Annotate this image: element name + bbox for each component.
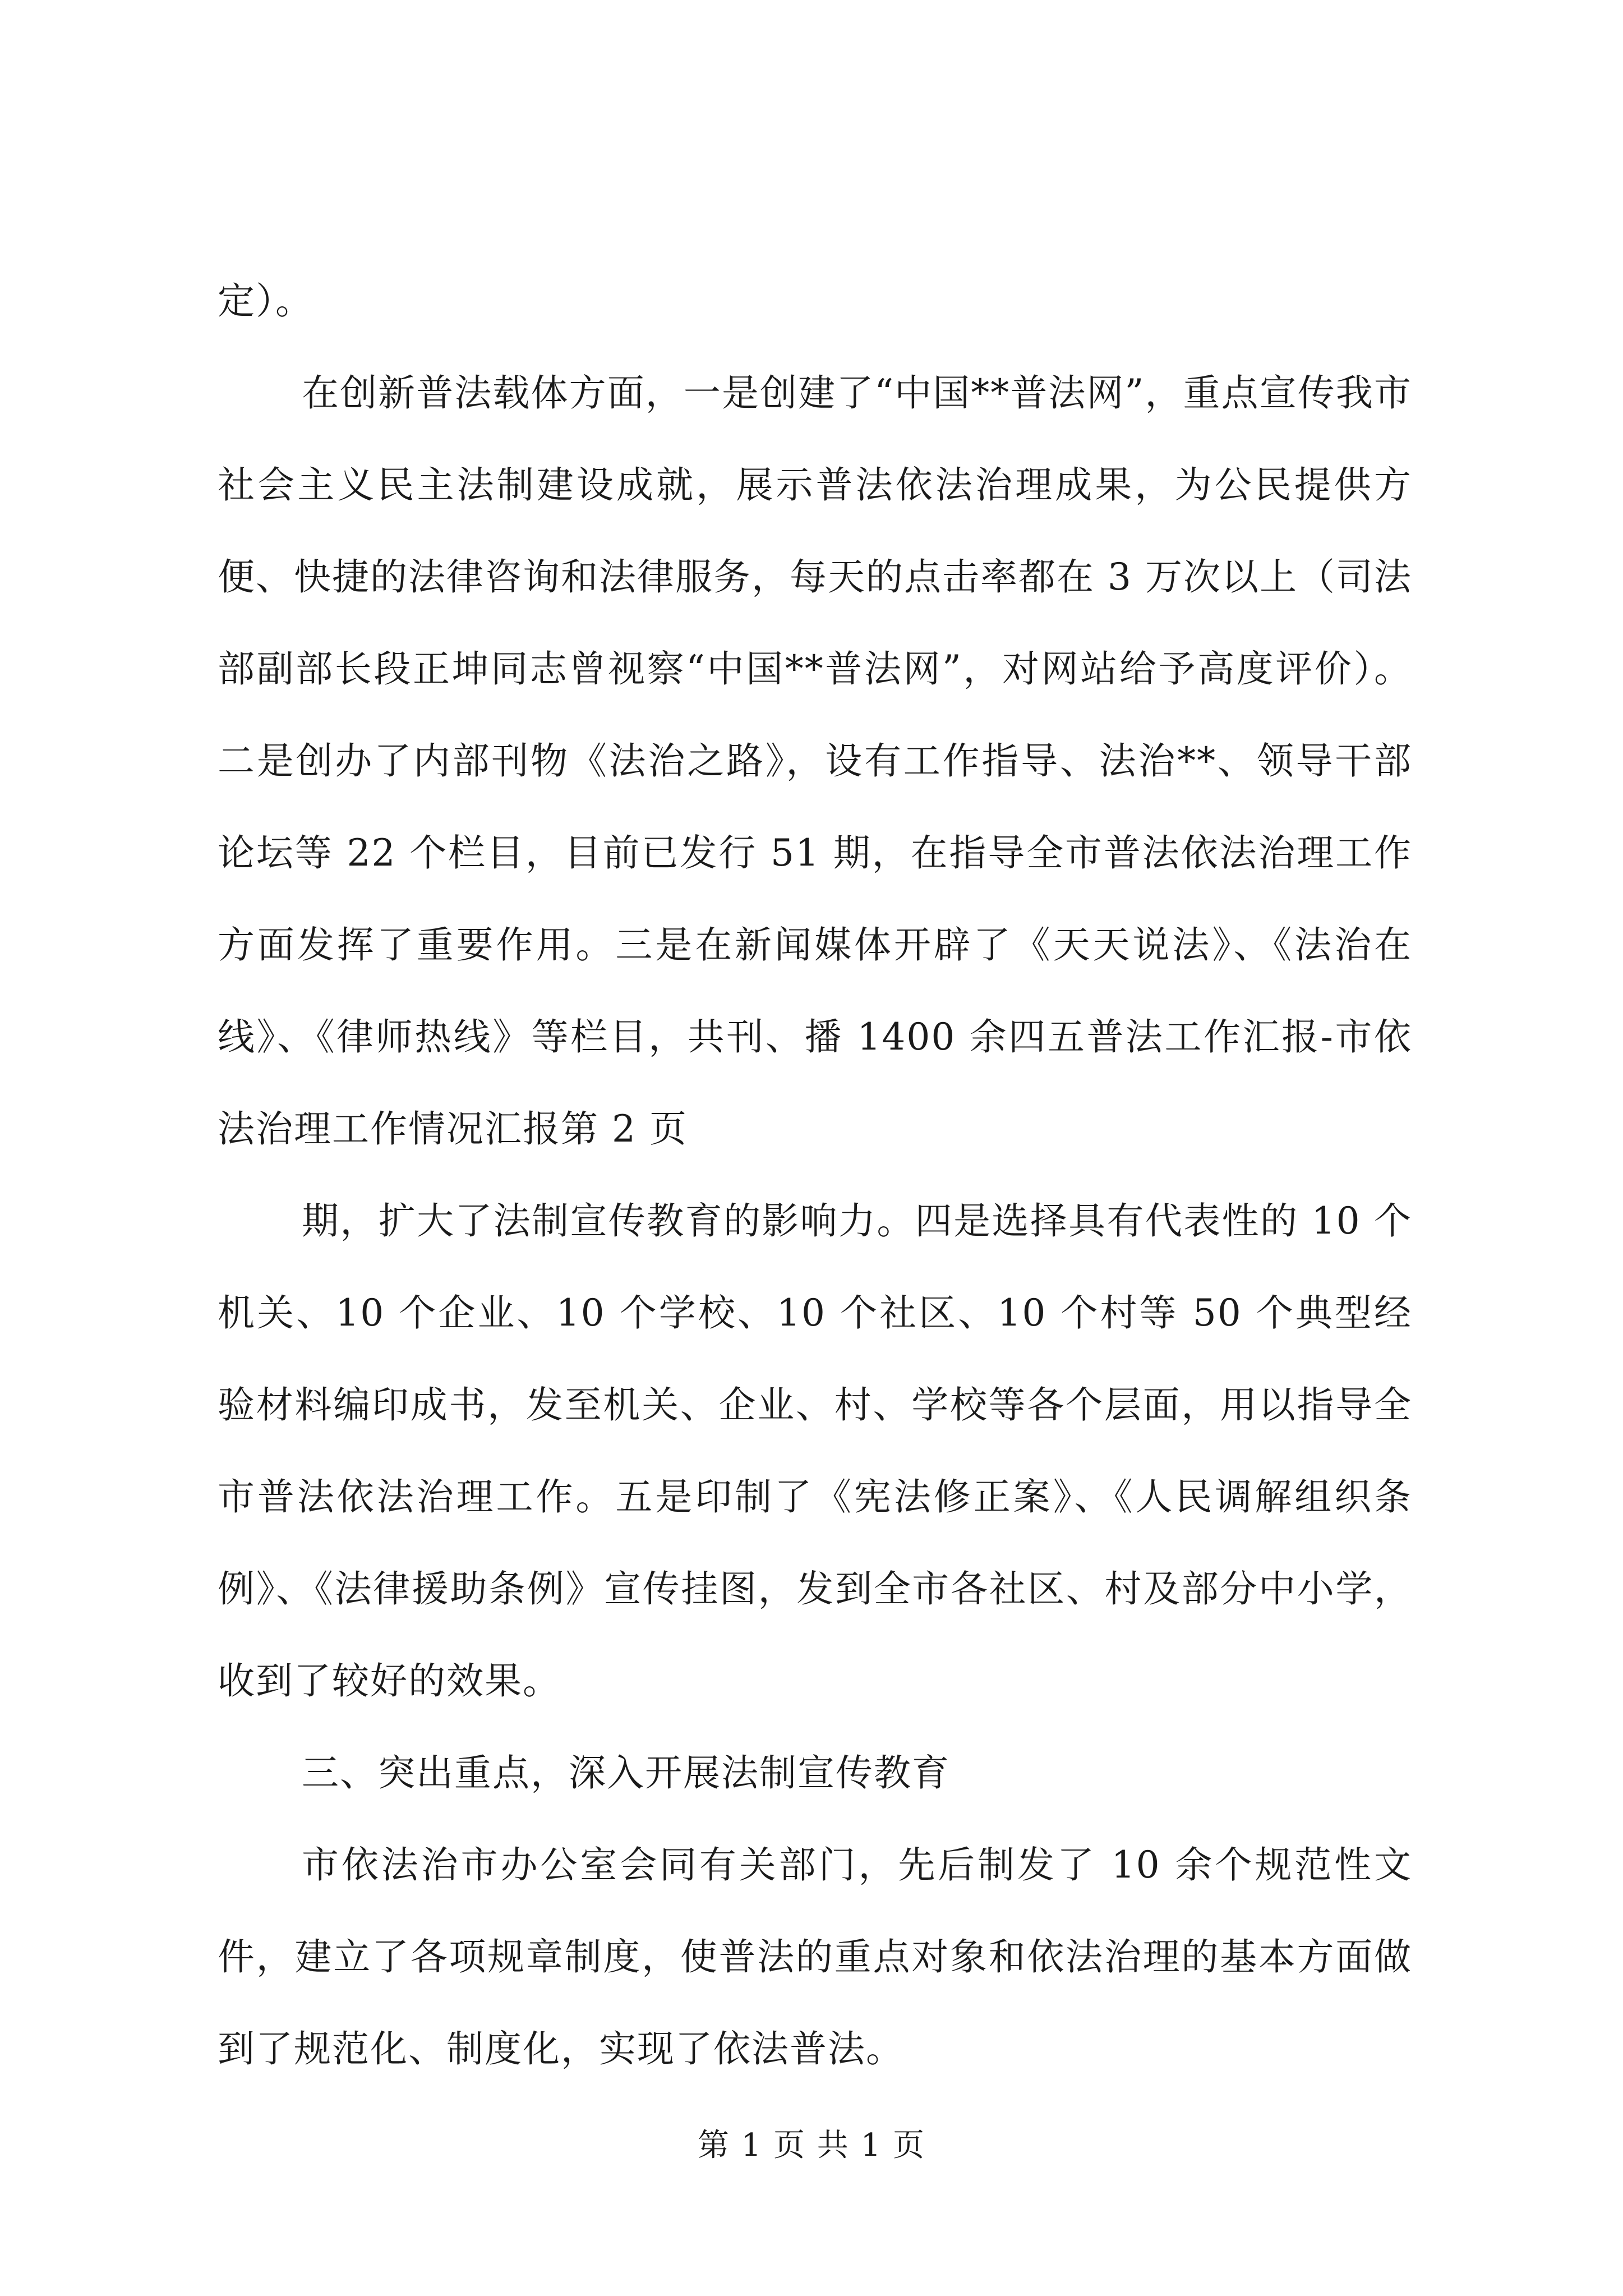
paragraph-3: 期，扩大了法制宣传教育的影响力。四是选择具有代表性的 10 个机关、10 个企业、10 个学校、10 个社区、10 个村等 50 个典型经验材料编印成书，发至机关、企业、村、学校等各个层面，用以指导全市普法依法治理工作。五是印制了《宪法修正案》、《人民调解组织条例》、《法律援助条例》宣传挂图，发到全市各社区、村及部分中小学，收到了较好的效果。 [218, 1199, 1412, 1703]
document-body [218, 255, 1412, 2095]
section-heading: 三、突出重点，深入开展法制宣传教育 [302, 1751, 950, 1795]
paragraph-5: 市依法治市办公室会同有关部门，先后制发了 10 余个规范性文件，建立了各项规章制度，使普法的重点对象和依法治理的基本方面做到了规范化、制度化，实现了依法普法。 [218, 1843, 1412, 2070]
paragraph-1: 定）。 [218, 279, 313, 323]
paragraph-2: 在创新普法载体方面，一是创建了“中国**普法网”，重点宣传我市社会主义民主法制建设成就，展示普法依法治理成果，为公民提供方便、快捷的法律咨询和法律服务，每天的点击率都在 3 万次以上（司法部副部长段正坤同志曾视察“中国**普法网”，对网站给予高度评价）。二是创办了内部刊物《法治之路》，设有工作指导、法治**、领导干部论坛等 22 个栏目，目前已发行 51 期，在指导全市普法依法治理工作方面发挥了重要作用。三是在新闻媒体开辟了《天天说法》、《法治在线》、《律师热线》等栏目，共刊、播 1400 余四五普法工作汇报-市依法治理工作情况汇报第 2 页 [218, 371, 1412, 1151]
page-footer: 第 1 页 共 1 页 [697, 2127, 926, 2164]
